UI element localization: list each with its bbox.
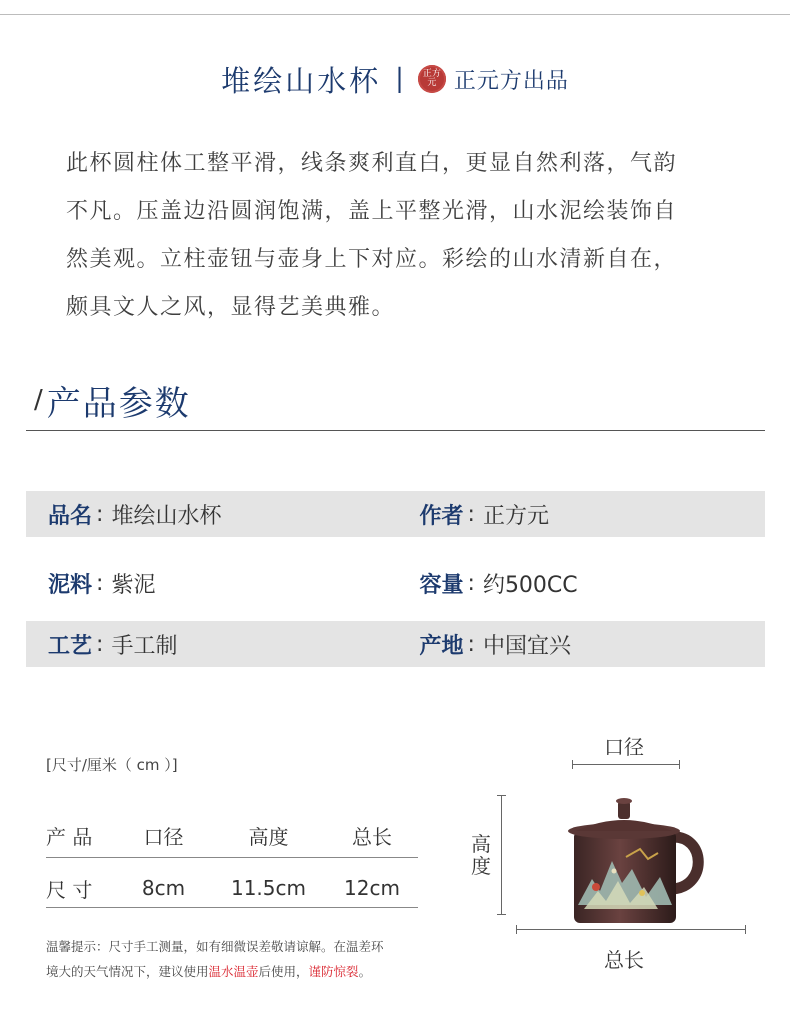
spec-value: 手工制 [111, 633, 178, 659]
spec-cell [26, 629, 396, 660]
notice-line [46, 959, 436, 984]
spec-colon: : [96, 631, 104, 657]
cup-dimension-figure [460, 725, 760, 980]
spec-value: 紫泥 [111, 572, 156, 598]
spec-value: 中国宜兴 [482, 633, 571, 659]
notice-text: 。 [358, 964, 372, 979]
notice-text: 境大的天气情况下，建议使用 [46, 964, 209, 979]
spec-label: 泥料 [48, 572, 93, 598]
seal-text: 正方元 [422, 69, 441, 88]
spec-colon: : [96, 501, 104, 527]
bottom-dimension-tick [745, 925, 746, 934]
spec-label: 作者 [419, 503, 464, 529]
notice-highlight: 谨防惊裂 [308, 964, 359, 979]
spec-cell [26, 499, 396, 530]
care-notice [46, 934, 436, 984]
spec-value: 约500CC [482, 572, 578, 598]
dimension-value: 11.5cm [230, 876, 306, 900]
dimension-header-row [46, 813, 418, 857]
description-line: 颇具文人之风，显得艺美典雅。 [66, 295, 396, 320]
spec-label: 容量 [419, 572, 464, 598]
notice-highlight: 温水温壶 [208, 964, 259, 979]
notice-text: 后使用， [258, 964, 309, 979]
top-dimension-line [572, 764, 680, 765]
spec-row-craft [26, 621, 765, 667]
section-heading [34, 375, 191, 425]
top-divider [0, 14, 790, 15]
description-line: 然美观。立柱壶钮与壶身上下对应。彩绘的山水清新自在， [66, 247, 678, 272]
bottom-dimension-line [516, 929, 746, 930]
side-dimension-tick [497, 795, 506, 796]
brand-name: 正元方出品 [453, 68, 569, 94]
product-title: 堆绘山水杯 [221, 63, 382, 98]
dimension-value: 8cm [141, 876, 186, 900]
figure-bottom-label: 总长 [604, 948, 644, 972]
dimension-header: 口径 [143, 824, 184, 849]
bottom-dimension-tick [516, 925, 517, 934]
dimension-header: 总长 [352, 824, 392, 849]
dimension-header: 产 品 [46, 824, 93, 849]
product-description [66, 140, 726, 332]
description-line: 不凡。压盖边沿圆润饱满，盖上平整光滑，山水泥绘装饰自 [66, 199, 678, 224]
spec-colon: : [467, 501, 475, 527]
dimension-header: 高度 [248, 824, 289, 849]
dimension-value: 尺 寸 [46, 877, 93, 902]
spec-cell [396, 499, 766, 530]
section-divider [26, 430, 765, 431]
dimension-unit-label: [尺寸/厘米（ cm ）] [46, 756, 178, 774]
spec-value: 堆绘山水杯 [111, 503, 222, 529]
spec-cell [396, 568, 766, 599]
dimension-value: 12cm [344, 876, 400, 900]
side-dimension-line [501, 795, 502, 915]
figure-side-label [471, 833, 491, 877]
figure-side-label-1: 高 [471, 832, 491, 856]
section-title: 产品参数 [46, 383, 191, 424]
spec-cell [26, 568, 396, 599]
spec-cell [396, 629, 766, 660]
page-header [0, 56, 790, 102]
spec-row-clay [26, 560, 765, 606]
cup-body [574, 831, 676, 923]
spec-label: 品名 [48, 503, 93, 529]
figure-side-label-2: 度 [471, 854, 491, 878]
spec-colon: : [467, 570, 475, 596]
dimension-divider [46, 907, 418, 908]
side-dimension-tick [497, 914, 506, 915]
spec-label: 工艺 [48, 633, 93, 659]
top-dimension-tick [572, 760, 573, 769]
spec-colon: : [467, 631, 475, 657]
cup-lid [576, 820, 672, 831]
spec-row-name [26, 491, 765, 537]
spec-label: 产地 [419, 633, 464, 659]
cup-illustration [556, 787, 726, 927]
header-separator: | [395, 64, 404, 94]
seal-logo-icon [418, 65, 446, 93]
spec-colon: : [96, 570, 104, 596]
spec-value: 正方元 [482, 503, 549, 529]
dimension-value-row [46, 866, 418, 910]
figure-top-label: 口径 [604, 735, 644, 759]
dimension-divider [46, 857, 418, 858]
section-slash: / [34, 385, 43, 415]
description-line: 此杯圆柱体工整平滑，线条爽利直白，更显自然利落，气韵 [66, 151, 678, 176]
top-dimension-tick [679, 760, 680, 769]
notice-line: 温馨提示：尺寸手工测量，如有细微误差敬请谅解。在温差环 [46, 939, 384, 954]
